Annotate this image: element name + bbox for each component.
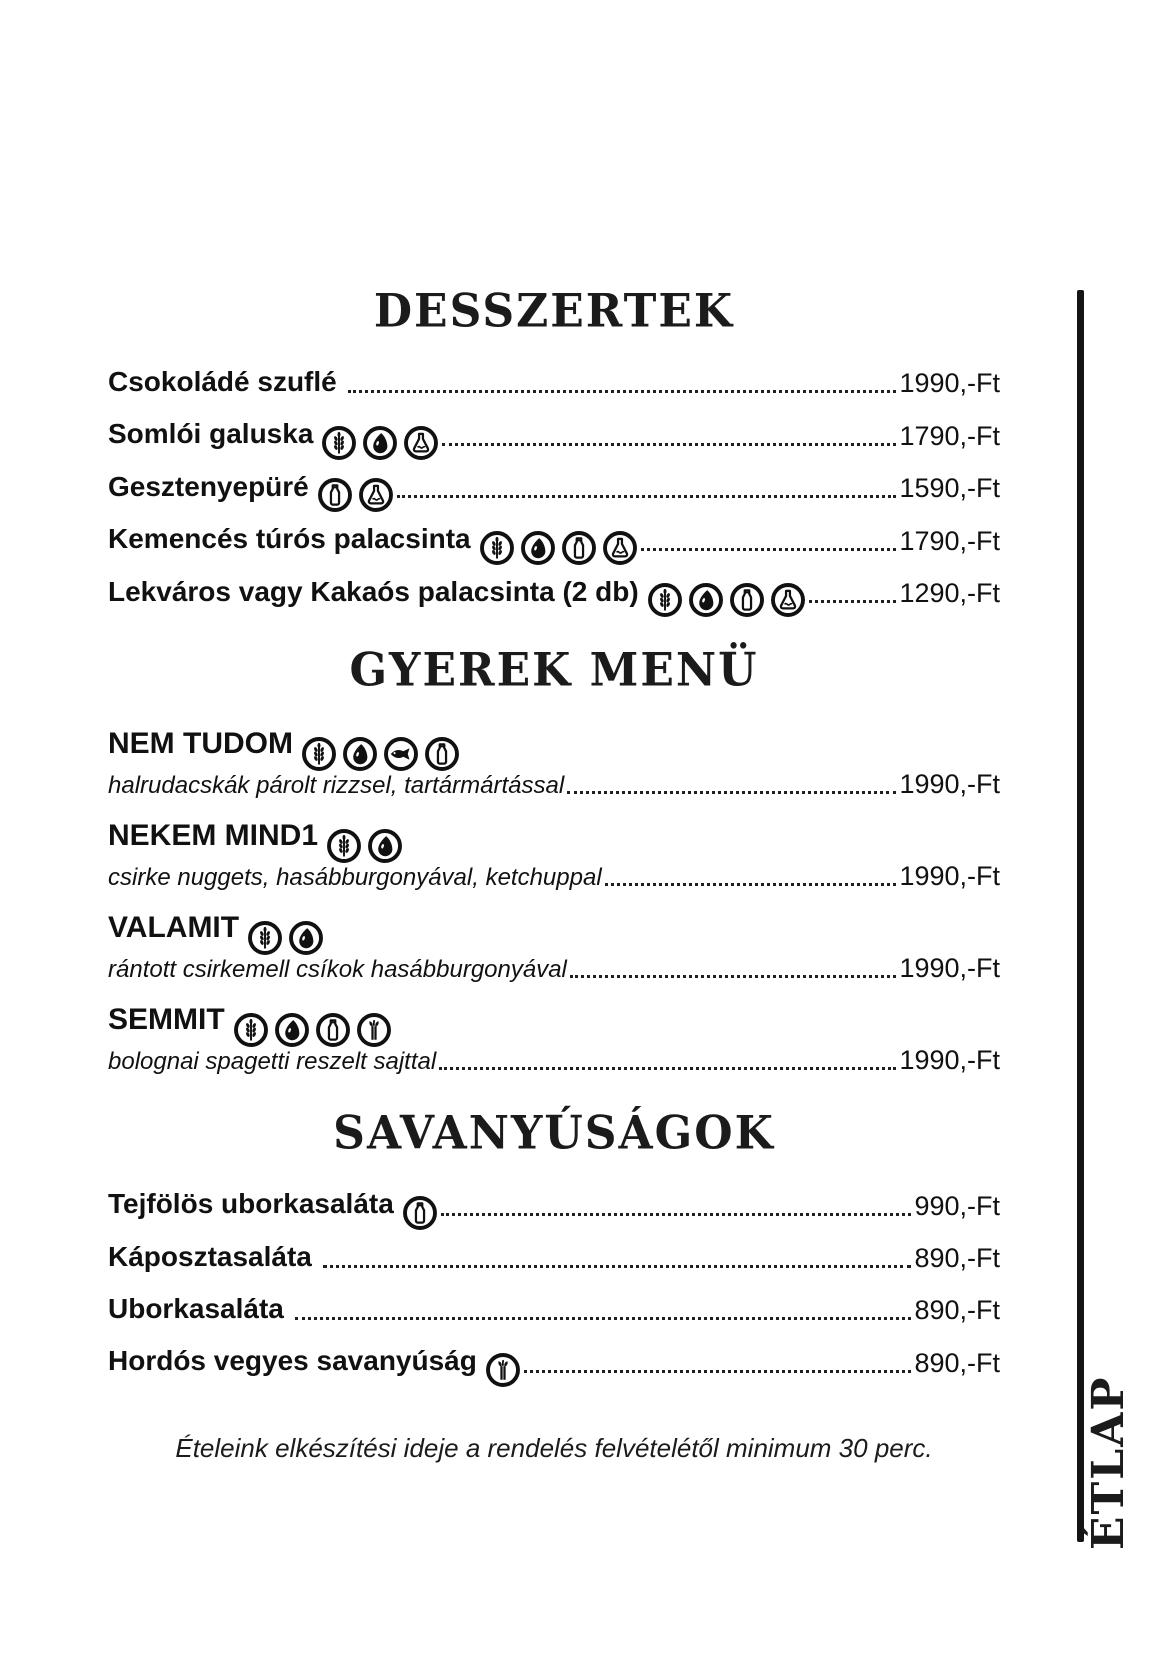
allergen-icons <box>321 425 439 461</box>
dot-leader <box>442 443 896 446</box>
menu-item <box>108 573 1000 612</box>
section-title-pickles: SAVANYÚSÁGOK <box>333 1107 775 1161</box>
menu-item <box>108 363 1000 401</box>
milk-icon <box>317 477 353 513</box>
menu-item-price: 990,-Ft <box>914 1191 1000 1222</box>
menu-item-description: halrudacskák párolt rizzsel, tartármártással <box>108 772 565 800</box>
menu-item-name: NEM TUDOM <box>108 722 1000 766</box>
menu-item-name: Káposztasaláta <box>108 1241 312 1273</box>
gluten-icon <box>247 920 283 956</box>
dot-leader <box>323 1265 912 1268</box>
allergen-icons <box>647 582 806 618</box>
menu-item-price: 1790,-Ft <box>899 525 1000 556</box>
menu-item-name: VALAMIT <box>108 906 1000 950</box>
menu-item-price: 1990,-Ft <box>899 953 1000 984</box>
menu-item-name: Tejfölös uborkasaláta <box>108 1185 438 1224</box>
sulphite-icon <box>358 477 394 513</box>
allergen-icons <box>479 530 638 566</box>
gluten-icon <box>233 1012 269 1048</box>
menu-item <box>108 415 1000 454</box>
section-title-kids-menu: GYEREK MENÜ <box>349 644 759 698</box>
dot-leader <box>397 495 897 498</box>
allergen-icons <box>326 828 403 864</box>
menu-item-name: Somlói galuska <box>108 415 439 454</box>
menu-item <box>108 814 1000 894</box>
menu-item-name: Hordós vegyes savanyúság <box>108 1342 521 1381</box>
egg-icon <box>367 828 403 864</box>
dot-leader <box>439 1067 896 1070</box>
dot-leader <box>605 883 897 886</box>
dot-leader <box>809 600 897 603</box>
menu-item <box>108 520 1000 559</box>
dot-leader <box>570 975 897 978</box>
menu-item-price: 1290,-Ft <box>899 578 1000 609</box>
menu-item-price: 1990,-Ft <box>899 1045 1000 1076</box>
menu-item <box>108 1342 1000 1381</box>
milk-icon <box>402 1195 438 1231</box>
allergen-icons <box>402 1195 438 1231</box>
section-title-desserts: DESSZERTEK <box>373 284 735 339</box>
allergen-icons <box>301 736 460 772</box>
menu-item-name: Kemencés túrós palacsinta <box>108 520 638 559</box>
allergen-icons <box>317 477 394 513</box>
menu-item-price: 1990,-Ft <box>899 861 1000 892</box>
dot-leader <box>524 1370 912 1373</box>
menu-item-price: 890,-Ft <box>914 1295 1000 1326</box>
sulphite-icon <box>770 582 806 618</box>
allergen-icons <box>485 1352 521 1388</box>
menu-item <box>108 468 1000 507</box>
menu-item-name: Csokoládé szuflé <box>108 366 337 397</box>
side-rule-divider <box>1077 290 1084 1542</box>
egg-icon <box>688 582 724 618</box>
menu-item-name: Gesztenyepüré <box>108 468 394 507</box>
menu-item <box>108 722 1000 802</box>
menu-item-description: rántott csirkemell csíkok hasábburgonyával <box>108 956 567 984</box>
menu-item <box>108 1185 1000 1224</box>
menu-item-price: 1790,-Ft <box>899 420 1000 451</box>
gluten-icon <box>326 828 362 864</box>
sulphite-icon <box>602 530 638 566</box>
menu-item-price: 890,-Ft <box>914 1347 1000 1378</box>
egg-icon <box>274 1012 310 1048</box>
milk-icon <box>729 582 765 618</box>
egg-icon <box>362 425 398 461</box>
dot-leader <box>567 791 896 794</box>
gluten-icon <box>647 582 683 618</box>
menu-item <box>108 1290 1000 1328</box>
preparation-time-note: Ételeink elkészítési ideje a rendelés felvételétől minimum 30 perc. <box>175 1432 933 1463</box>
menu-item-price: 1590,-Ft <box>899 473 1000 504</box>
egg-icon <box>520 530 556 566</box>
milk-icon <box>561 530 597 566</box>
menu-item-name: Lekváros vagy Kakaós palacsinta (2 db) <box>108 573 806 612</box>
menu-item-price: 890,-Ft <box>914 1243 1000 1274</box>
menu-item-name: SEMMIT <box>108 998 1000 1042</box>
menu-item <box>108 906 1000 986</box>
dot-leader <box>441 1213 912 1216</box>
allergen-icons <box>233 1012 392 1048</box>
dot-leader <box>295 1317 912 1320</box>
menu-item-name: Uborkasaláta <box>108 1293 284 1325</box>
menu-item-description: csirke nuggets, hasábburgonyával, ketchuppal <box>108 864 602 892</box>
dot-leader <box>348 390 897 393</box>
menu-item-price: 1990,-Ft <box>899 769 1000 800</box>
gluten-icon <box>301 736 337 772</box>
gluten-icon <box>321 425 357 461</box>
menu-item-price: 1990,-Ft <box>899 368 1000 398</box>
allergen-icons <box>247 920 324 956</box>
celery-icon <box>356 1012 392 1048</box>
side-label-etlap: ÉTLAP <box>1083 1375 1134 1550</box>
fish-icon <box>383 736 419 772</box>
menu-item-name: NEKEM MIND1 <box>108 814 1000 858</box>
dot-leader <box>641 548 897 551</box>
sulphite-icon <box>403 425 439 461</box>
menu-content <box>108 0 1000 1464</box>
menu-item <box>108 998 1000 1078</box>
egg-icon <box>288 920 324 956</box>
milk-icon <box>315 1012 351 1048</box>
gluten-icon <box>479 530 515 566</box>
egg-icon <box>342 736 378 772</box>
celery-icon <box>485 1352 521 1388</box>
menu-item <box>108 1238 1000 1276</box>
milk-icon <box>424 736 460 772</box>
menu-item-description: bolognai spagetti reszelt sajttal <box>108 1048 437 1076</box>
